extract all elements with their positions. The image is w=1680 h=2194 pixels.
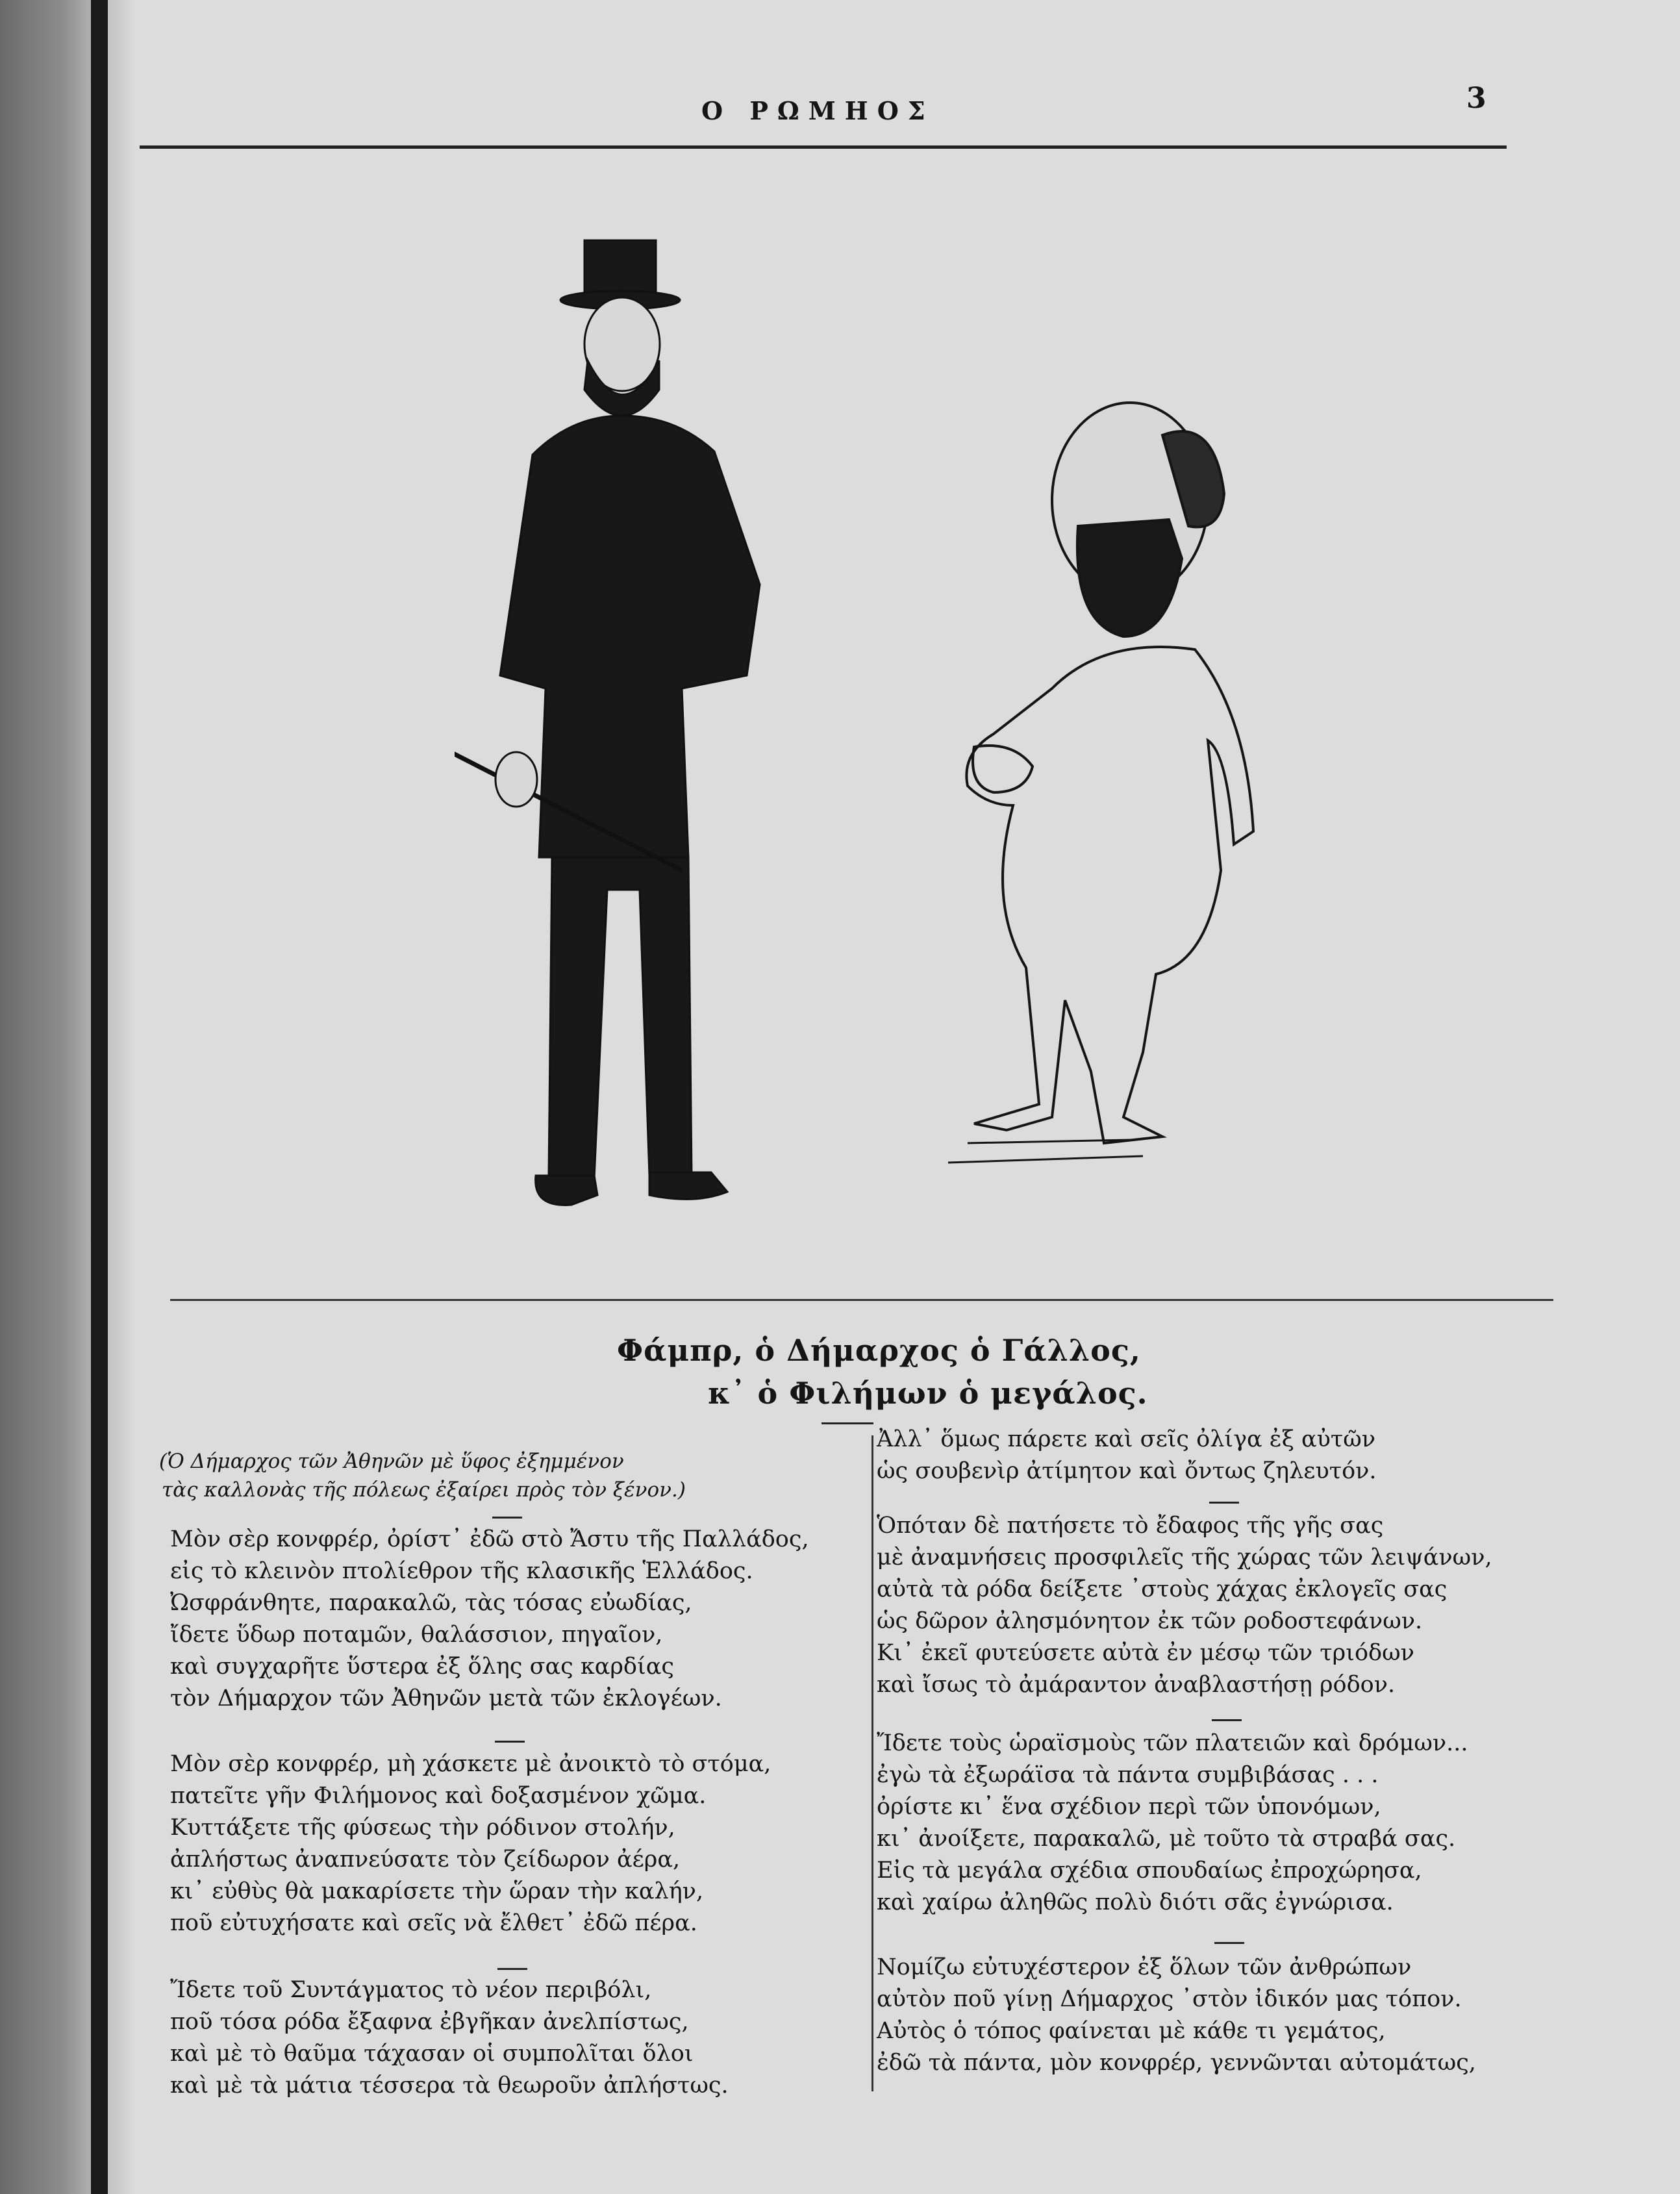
book-spine	[91, 0, 108, 2194]
right-stanza-1	[877, 1424, 1377, 1487]
stanza-separator	[1214, 1942, 1244, 1944]
right-stanza-3	[877, 1728, 1468, 1919]
verse-line: Κι᾽ ἐκεῖ φυτεύσετε αὐτὰ ἐν μέσῳ τῶν τριόδων	[877, 1640, 1414, 1666]
left-stanza-3	[170, 1974, 729, 2102]
verse-line: Ἴδετε τοῦ Συντάγματος τὸ νέον περιβόλι,	[170, 1977, 652, 2003]
verse-line: καὶ μὲ τὰ μάτια τέσσερα τὰ θεωροῦν ἀπλήστως.	[170, 2073, 729, 2099]
caption-line-1: Φάμπρ, ὁ Δήμαρχος ὁ Γάλλος,	[617, 1333, 1141, 1368]
verse-line: αὐτὸν ποῦ γίνῃ Δήμαρχος ᾽στὸν ἰδικόν μας τόπον.	[877, 1986, 1462, 2012]
stanza-separator	[497, 1968, 527, 1970]
verse-line: ἀπλήστως ἀναπνεύσατε τὸν ζείδωρον ἀέρα,	[170, 1847, 681, 1872]
figure-man-in-top-hat	[455, 240, 760, 1205]
verse-line: ὡς σουβενὶρ ἀτίμητον καὶ ὄντως ζηλευτόν.	[877, 1458, 1377, 1484]
verse-line: ὡς δῶρον ἀλησμόνητον ἐκ τῶν ροδοστεφάνων.	[877, 1608, 1423, 1634]
verse-line: Κυττάξετε τῆς φύσεως τὴν ρόδινον στολήν,	[170, 1815, 675, 1841]
book-spine-shadow	[0, 0, 136, 2194]
verse-line: ὀρίστε κι᾽ ἕνα σχέδιον περὶ τῶν ὑπονόμων,	[877, 1794, 1381, 1820]
caption-line-2: κ᾽ ὁ Φιλήμων ὁ μεγάλος.	[708, 1376, 1148, 1411]
stage-line: τὰς καλλονὰς τῆς πόλεως ἐξαίρει πρὸς τὸν ξένον.)	[162, 1478, 686, 1502]
page-header-title: Ο ΡΩΜΗΟΣ	[701, 96, 934, 125]
verse-line: Ἀλλ᾽ ὅμως πάρετε καὶ σεῖς ὀλίγα ἐξ αὐτῶν	[877, 1426, 1376, 1452]
verse-line: Νομίζω εὐτυχέστερον ἐξ ὅλων τῶν ἀνθρώπων	[877, 1954, 1412, 1980]
right-stanza-2	[877, 1510, 1492, 1701]
verse-line: κι᾽ εὐθὺς θὰ μακαρίσετε τὴν ὥραν τὴν καλήν,	[170, 1878, 704, 1904]
stanza-separator	[495, 1741, 525, 1743]
page-number: 3	[1466, 82, 1486, 115]
column-divider	[871, 1435, 873, 2091]
stage-line: (Ὁ Δήμαρχος τῶν Ἀθηνῶν μὲ ὕφος ἐξημμένον	[159, 1450, 624, 1473]
left-stanza-1	[170, 1524, 809, 1715]
section-rule	[170, 1299, 1553, 1301]
verse-line: καὶ συγχαρῆτε ὕστερα ἐξ ὅλης σας καρδίας	[170, 1654, 674, 1680]
verse-line: καὶ ἴσως τὸ ἀμάραντον ἀναβλαστήσῃ ρόδον.	[877, 1672, 1396, 1698]
header-rule	[140, 145, 1507, 149]
verse-line: καὶ χαίρω ἀληθῶς πολὺ διότι σᾶς ἐγνώρισα.	[877, 1889, 1394, 1915]
verse-line: πατεῖτε γῆν Φιλήμονος καὶ δοξασμένον χῶμα.	[170, 1783, 707, 1809]
verse-line: ἴδετε ὕδωρ ποταμῶν, θαλάσσιον, πηγαῖον,	[170, 1622, 663, 1648]
caption-divider	[821, 1422, 873, 1424]
figure-bearded-man	[948, 403, 1253, 1163]
verse-line: ποῦ τόσα ρόδα ἔξαφνα ἐβγῆκαν ἀνελπίστως,	[170, 2009, 689, 2035]
verse-line: Εἰς τὰ μεγάλα σχέδια σπουδαίως ἐπροχώρησα,	[877, 1858, 1422, 1884]
verse-line: τὸν Δήμαρχον τῶν Ἀθηνῶν μετὰ τῶν ἐκλογέων.	[170, 1685, 722, 1711]
verse-line: κι᾽ ἀνοίξετε, παρακαλῶ, μὲ τοῦτο τὰ στραβά σας.	[877, 1826, 1456, 1852]
right-stanza-4	[877, 1952, 1476, 2079]
verse-line: Ὠσφράνθητε, παρακαλῶ, τὰς τόσας εὐωδίας,	[170, 1590, 692, 1616]
verse-line: Μὸν σὲρ κονφρέρ, ὀρίστ᾽ ἐδῶ στὸ Ἄστυ τῆς Παλλάδος,	[170, 1526, 809, 1552]
verse-line: Μὸν σὲρ κονφρέρ, μὴ χάσκετε μὲ ἀνοικτὸ τὸ στόμα,	[170, 1751, 771, 1777]
verse-line: αὐτὰ τὰ ρόδα δείξετε ᾽στοὺς χάχας ἐκλογεῖς σας	[877, 1576, 1448, 1602]
verse-line: εἰς τὸ κλεινὸν πτολίεθρον τῆς κλασικῆς Ἑλλάδος.	[170, 1558, 753, 1584]
verse-line: Ὁπόταν δὲ πατήσετε τὸ ἔδαφος τῆς γῆς σας	[877, 1513, 1384, 1539]
verse-line: ποῦ εὐτυχήσατε καὶ σεῖς νὰ ἔλθετ᾽ ἐδῶ πέρα.	[170, 1910, 697, 1936]
verse-line: Αὐτὸς ὁ τόπος φαίνεται μὲ κάθε τι γεμάτος,	[877, 2018, 1386, 2044]
verse-line: μὲ ἀναμνήσεις προσφιλεῖς τῆς χώρας τῶν λειψάνων,	[877, 1545, 1492, 1570]
verse-line: ἐδῶ τὰ πάντα, μὸν κονφρέρ, γεννῶνται αὐτομάτως,	[877, 2050, 1476, 2076]
cartoon-illustration	[455, 221, 1325, 1260]
stanza-separator	[1212, 1719, 1242, 1721]
stanza-separator	[1209, 1502, 1239, 1504]
verse-line: Ἴδετε τοὺς ὡραϊσμοὺς τῶν πλατειῶν καὶ δρόμων...	[877, 1730, 1468, 1756]
verse-line: ἐγὼ τὰ ἐξωράϊσα τὰ πάντα συμβιβάσας . . .	[877, 1762, 1379, 1788]
verse-line: καὶ μὲ τὸ θαῦμα τάχασαν οἱ συμπολῖται ὅλοι	[170, 2041, 694, 2067]
left-stanza-2	[170, 1748, 771, 1939]
stage-direction	[159, 1447, 686, 1504]
stanza-separator	[492, 1517, 522, 1519]
